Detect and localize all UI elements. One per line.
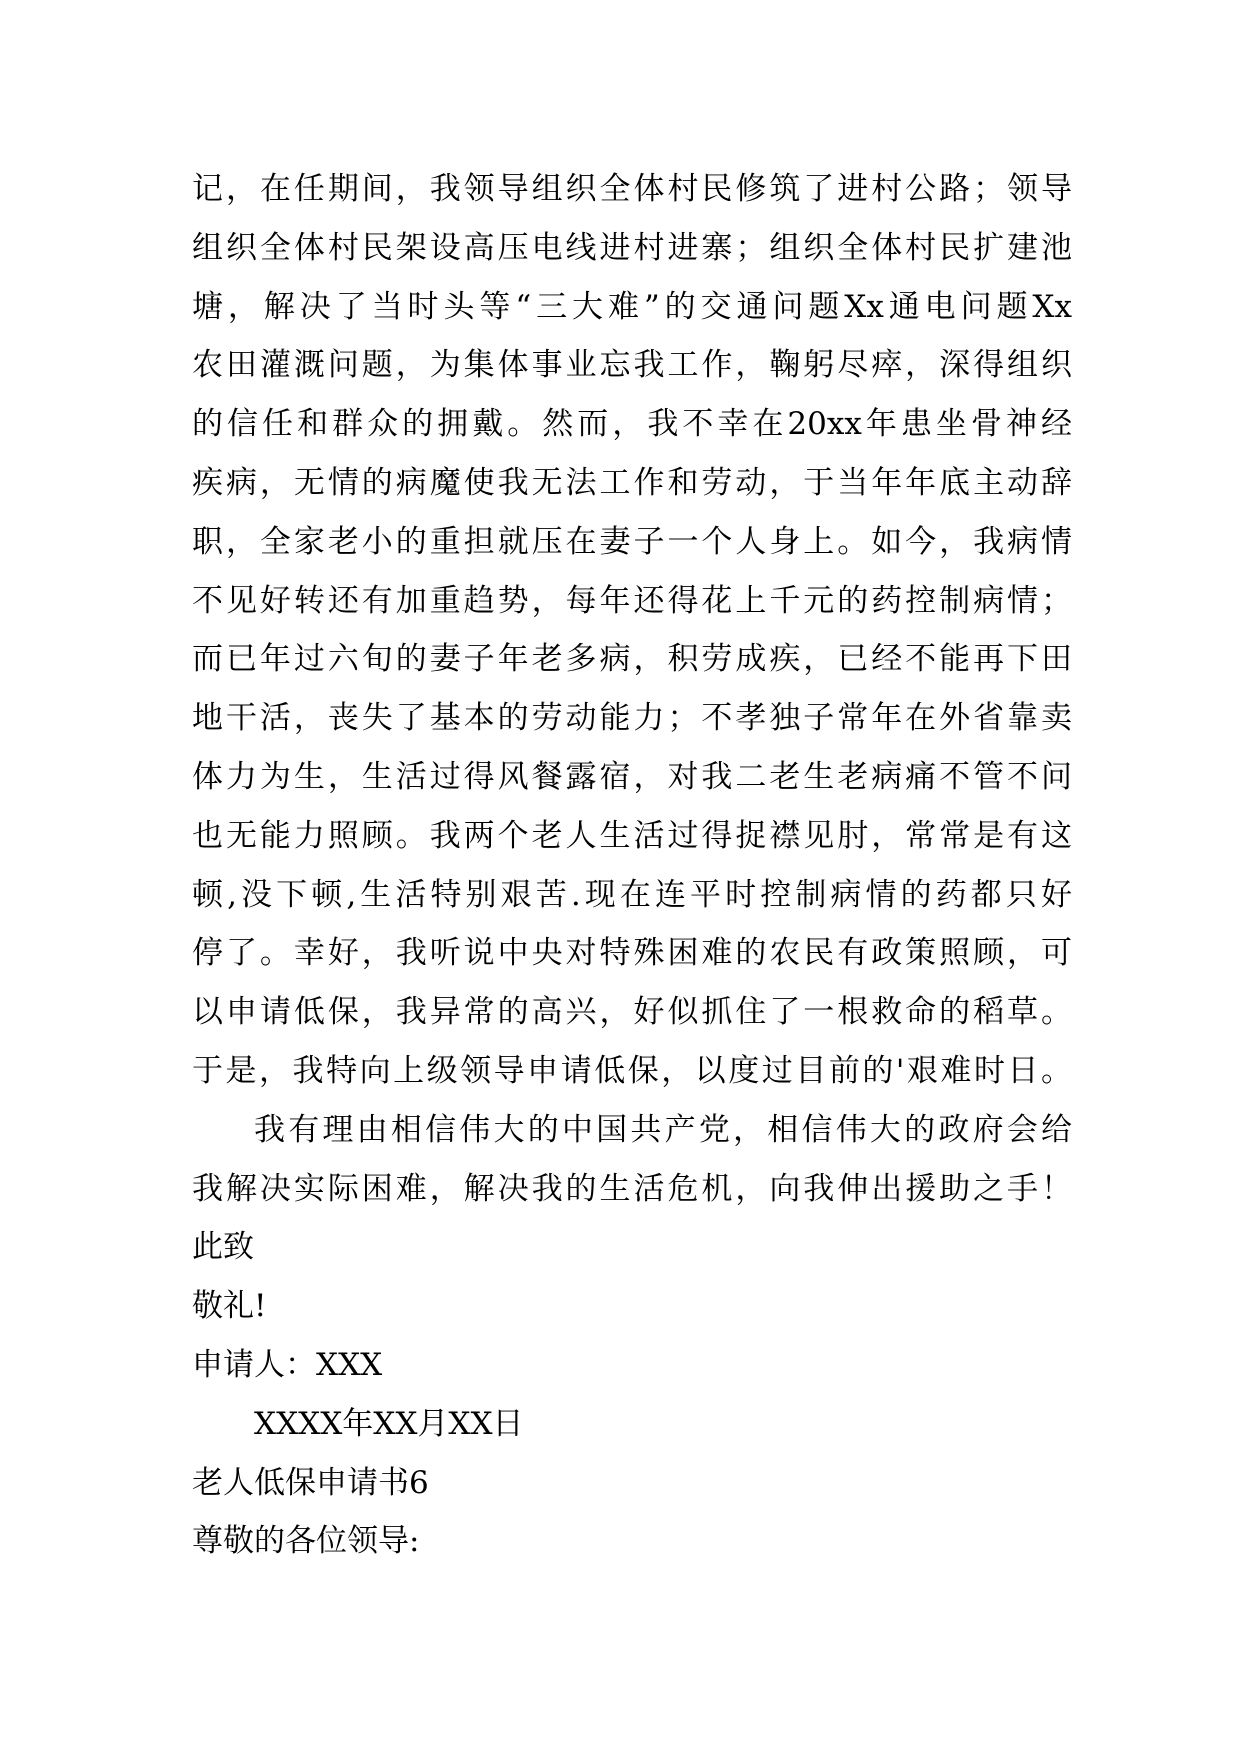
body-line: 职，全家老小的重担就压在妻子一个人身上。如今，我病情 (192, 523, 1072, 560)
body-line: 记，在任期间，我领导组织全体村民修筑了进村公路；领导 (192, 171, 1072, 207)
applicant-line: 申请人：XXX (192, 1346, 383, 1383)
body-line: 不见好转还有加重趋势，每年还得花上千元的药控制病情； (192, 582, 1072, 619)
body-line: 组织全体村民架设高压电线进村进寨；组织全体村民扩建池 (192, 229, 1072, 266)
body-line: 以申请低保，我异常的高兴，好似抓住了一根救命的稻草。 (192, 994, 1072, 1031)
body-line: 塘，解决了当时头等“三大难”的交通问题Xx通电问题Xx (192, 288, 1072, 325)
salute-text: 敬礼! (192, 1288, 267, 1325)
body-line: 的信任和群众的拥戴。然而，我不幸在20xx年患坐骨神经 (192, 406, 1072, 443)
body-line: 于是，我特向上级领导申请低保，以度过目前的'艰难时日。 (192, 1052, 1072, 1089)
closing-text: 此致 (192, 1229, 254, 1266)
next-letter-greeting: 尊敬的各位领导: (192, 1523, 420, 1560)
body-line: 农田灌溉问题，为集体事业忘我工作，鞠躬尽瘁，深得组织 (192, 347, 1072, 384)
body-line: 而已年过六旬的妻子年老多病，积劳成疾，已经不能再下田 (192, 641, 1072, 678)
body-line: 停了。幸好，我听说中央对特殊困难的农民有政策照顾，可 (192, 935, 1072, 972)
date-line: XXXX年XX月XX日 (254, 1405, 524, 1442)
body-line: 疾病，无情的病魔使我无法工作和劳动，于当年年底主动辞 (192, 464, 1072, 501)
body-line: 体力为生，生活过得风餐露宿，对我二老生老病痛不管不问 (192, 758, 1072, 795)
body-line: 地干活，丧失了基本的劳动能力；不孝独子常年在外省靠卖 (192, 700, 1072, 737)
paragraph-line: 我有理由相信伟大的中国共产党，相信伟大的政府会给 (254, 1111, 1072, 1148)
body-line: 也无能力照顾。我两个老人生活过得捉襟见肘，常常是有这 (192, 817, 1072, 854)
letter-body (192, 160, 1072, 1571)
next-letter-title: 老人低保申请书6 (192, 1464, 429, 1501)
paragraph-line: 我解决实际困难，解决我的生活危机，向我伸出援助之手！ (192, 1170, 1072, 1207)
body-line: 顿,没下顿,生活特别艰苦.现在连平时控制病情的药都只好 (192, 876, 1072, 913)
